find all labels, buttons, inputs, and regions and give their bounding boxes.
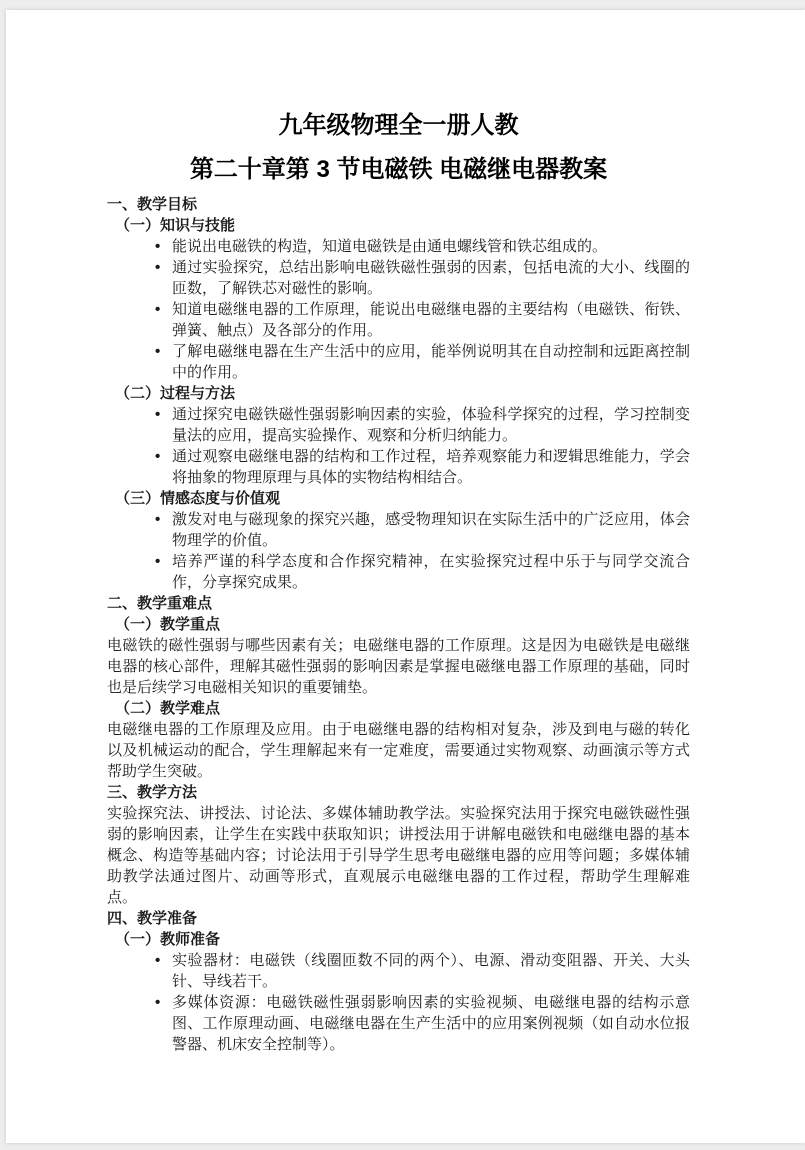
heading-teaching-methods: 三、教学方法 bbox=[107, 784, 198, 801]
subheading-teaching-difficulty: （二）教学难点 bbox=[115, 700, 221, 717]
bullet-item: • 通过观察电磁继电器的结构和工作过程，培养观察能力和逻辑思维能力，学会将抽象的物理原理与具体的实物结构相结合。 bbox=[107, 446, 690, 488]
subheading-attitude-and-values: （三）情感态度与价值观 bbox=[115, 490, 281, 507]
bullet-item: • 实验器材：电磁铁（线圈匝数不同的两个）、电源、滑动变阻器、开关、大头针、导线若干。 bbox=[107, 950, 690, 992]
document-title: 九年级物理全一册人教 bbox=[278, 112, 519, 139]
document-body bbox=[107, 194, 690, 1055]
document-subtitle: 第二十章第 3 节电磁铁 电磁继电器教案 bbox=[189, 156, 608, 183]
heading-teaching-preparation: 四、教学准备 bbox=[107, 910, 198, 927]
heading-teaching-objectives: 一、教学目标 bbox=[107, 196, 198, 213]
subheading-knowledge-and-skills: （一）知识与技能 bbox=[115, 217, 236, 234]
bullet-item: • 能说出电磁铁的构造，知道电磁铁是由通电螺线管和铁芯组成的。 bbox=[107, 236, 690, 257]
heading-teaching-key-difficult-points: 二、教学重难点 bbox=[107, 595, 213, 612]
bullet-item: • 知道电磁继电器的工作原理，能说出电磁继电器的主要结构（电磁铁、衔铁、弹簧、触点）及各部分的作用。 bbox=[107, 299, 690, 341]
bullet-item: • 培养严谨的科学态度和合作探究精神，在实验探究过程中乐于与同学交流合作，分享探究成果。 bbox=[107, 551, 690, 593]
bullet-item: • 多媒体资源：电磁铁磁性强弱影响因素的实验视频、电磁继电器的结构示意图、工作原理动画、电磁继电器在生产生活中的应用案例视频（如自动水位报警器、机床安全控制等）。 bbox=[107, 992, 690, 1055]
document-page bbox=[6, 10, 805, 1143]
bullet-item: • 了解电磁继电器在生产生活中的应用，能举例说明其在自动控制和远距离控制中的作用。 bbox=[107, 341, 690, 383]
bullet-item: • 通过探究电磁铁磁性强弱影响因素的实验，体验科学探究的过程，学习控制变量法的应用，提高实验操作、观察和分析归纳能力。 bbox=[107, 404, 690, 446]
subheading-teacher-preparation: （一）教师准备 bbox=[115, 931, 221, 948]
paragraph-teaching-focus: 电磁铁的磁性强弱与哪些因素有关；电磁继电器的工作原理。这是因为电磁铁是电磁继电器的核心部件，理解其磁性强弱的影响因素是掌握电磁继电器工作原理的基础，同时也是后续学习电磁相关知识的重要铺垫。 bbox=[107, 637, 690, 696]
paragraph-teaching-difficulty: 电磁继电器的工作原理及应用。由于电磁继电器的结构相对复杂，涉及到电与磁的转化以及机械运动的配合，学生理解起来有一定难度，需要通过实物观察、动画演示等方式帮助学生突破。 bbox=[107, 721, 690, 780]
subheading-teaching-focus: （一）教学重点 bbox=[115, 616, 221, 633]
bullet-item: • 通过实验探究，总结出影响电磁铁磁性强弱的因素，包括电流的大小、线圈的匝数，了解铁芯对磁性的影响。 bbox=[107, 257, 690, 299]
paragraph-teaching-methods: 实验探究法、讲授法、讨论法、多媒体辅助教学法。实验探究法用于探究电磁铁磁性强弱的影响因素，让学生在实践中获取知识；讲授法用于讲解电磁铁和电磁继电器的基本概念、构造等基础内容；讨论法用于引导学生思考电磁继电器的应用等问题；多媒体辅助教学法通过图片、动画等形式，直观展示电磁继电器的工作过程，帮助学生理解难点。 bbox=[107, 805, 690, 906]
bullet-item: • 激发对电与磁现象的探究兴趣，感受物理知识在实际生活中的广泛应用，体会物理学的价值。 bbox=[107, 509, 690, 551]
subheading-process-and-methods: （二）过程与方法 bbox=[115, 385, 236, 402]
